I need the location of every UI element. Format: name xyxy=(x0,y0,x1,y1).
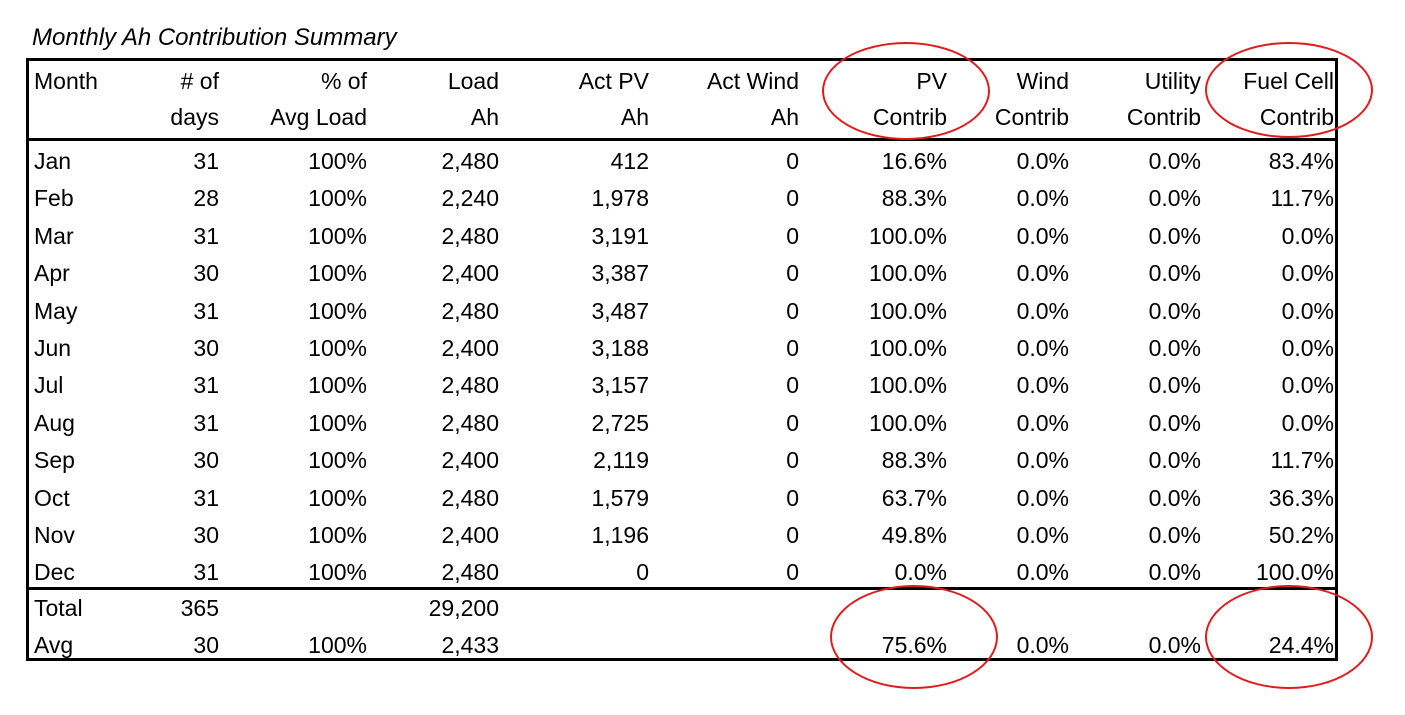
cell-act-pv-ah: 1,978 xyxy=(591,185,649,212)
cell-act-pv-ah: 1,196 xyxy=(591,522,649,548)
cell-act-pv-ah: 0 xyxy=(636,559,649,586)
table-row xyxy=(29,517,1335,554)
cell-act-pv-ah: 3,191 xyxy=(591,222,649,249)
header-load-ah: Load xyxy=(447,68,499,94)
table-header xyxy=(29,61,1335,141)
header-load-ah-line2: Ah xyxy=(470,104,499,130)
table-row xyxy=(29,405,1335,442)
cell-pct-avg-load: 100% xyxy=(308,372,367,399)
cell-load-ah: 29,200 xyxy=(428,595,499,621)
cell-days: 30 xyxy=(193,447,219,474)
table-row xyxy=(29,180,1335,217)
cell-utility-contrib: 0.0% xyxy=(1148,185,1201,212)
cell-pct-avg-load: 100% xyxy=(308,335,367,361)
cell-fuel-cell-contrib: 50.2% xyxy=(1268,522,1334,548)
cell-month: Apr xyxy=(34,260,70,287)
cell-pv-contrib: 100.0% xyxy=(868,372,947,399)
table-body xyxy=(29,141,1335,590)
summary-row xyxy=(29,627,1335,664)
cell-month: Feb xyxy=(34,185,74,212)
table-row xyxy=(29,442,1335,479)
cell-wind-contrib: 0.0% xyxy=(1016,260,1069,287)
table-footer xyxy=(29,590,1335,658)
cell-utility-contrib: 0.0% xyxy=(1148,335,1201,361)
header-wind-contrib: Wind xyxy=(1016,68,1069,94)
cell-pct-avg-load: 100% xyxy=(308,222,367,249)
cell-pv-contrib: 75.6% xyxy=(881,632,947,658)
cell-utility-contrib: 0.0% xyxy=(1148,222,1201,249)
cell-act-pv-ah: 3,387 xyxy=(591,260,649,287)
cell-pv-contrib: 16.6% xyxy=(881,148,947,174)
header-month: Month xyxy=(34,68,98,94)
cell-pv-contrib xyxy=(809,590,947,627)
cell-load-ah: 2,240 xyxy=(441,185,499,212)
cell-wind-contrib: 0.0% xyxy=(1016,297,1069,324)
cell-month: Total xyxy=(34,595,83,621)
cell-wind-contrib: 0.0% xyxy=(1016,447,1069,474)
cell-wind-contrib: 0.0% xyxy=(1016,148,1069,174)
cell-utility-contrib: 0.0% xyxy=(1148,559,1201,586)
header-utility-contrib-line2: Contrib xyxy=(1126,104,1201,130)
cell-pct-avg-load: 100% xyxy=(308,632,367,658)
cell-act-wind-ah: 0 xyxy=(786,222,799,249)
cell-wind-contrib: 0.0% xyxy=(1016,632,1069,658)
cell-wind-contrib: 0.0% xyxy=(1016,335,1069,361)
header-act-wind-ah: Act Wind xyxy=(706,68,799,94)
cell-pct-avg-load xyxy=(229,590,367,627)
cell-days: 30 xyxy=(193,335,219,361)
cell-days: 31 xyxy=(193,409,219,436)
cell-month: Jun xyxy=(34,335,72,361)
cell-pct-avg-load: 100% xyxy=(308,297,367,324)
cell-act-pv-ah: 3,188 xyxy=(591,335,649,361)
cell-act-pv-ah: 412 xyxy=(610,148,649,174)
cell-utility-contrib: 0.0% xyxy=(1148,297,1201,324)
cell-pv-contrib: 0.0% xyxy=(894,559,947,586)
header-month-line2 xyxy=(34,99,154,136)
cell-days: 31 xyxy=(193,484,219,511)
cell-act-wind-ah: 0 xyxy=(786,260,799,287)
cell-act-pv-ah: 2,725 xyxy=(591,409,649,436)
cell-days: 30 xyxy=(193,260,219,287)
cell-fuel-cell-contrib xyxy=(1209,590,1334,627)
header-row-1 xyxy=(29,63,1335,100)
cell-utility-contrib: 0.0% xyxy=(1148,409,1201,436)
cell-act-pv-ah: 3,157 xyxy=(591,372,649,399)
table-row xyxy=(29,293,1335,330)
header-days-line2: days xyxy=(170,104,219,130)
table-row xyxy=(29,367,1335,404)
cell-wind-contrib: 0.0% xyxy=(1016,559,1069,586)
cell-wind-contrib: 0.0% xyxy=(1016,372,1069,399)
cell-pv-contrib: 88.3% xyxy=(881,185,947,212)
cell-month: Dec xyxy=(34,559,75,586)
cell-fuel-cell-contrib: 0.0% xyxy=(1281,260,1334,287)
cell-pct-avg-load: 100% xyxy=(308,484,367,511)
cell-utility-contrib: 0.0% xyxy=(1148,522,1201,548)
cell-act-wind-ah: 0 xyxy=(786,335,799,361)
cell-act-wind-ah: 0 xyxy=(786,447,799,474)
header-pv-contrib: PV xyxy=(916,68,947,94)
cell-month: Aug xyxy=(34,409,75,436)
header-utility-contrib: Utility xyxy=(1144,68,1201,94)
cell-month: Mar xyxy=(34,222,74,249)
header-act-pv-ah: Act PV xyxy=(578,68,649,94)
cell-month: Sep xyxy=(34,447,75,474)
table-row xyxy=(29,330,1335,367)
header-pct-avg-load: % of xyxy=(320,68,367,94)
cell-act-wind-ah xyxy=(659,627,799,664)
cell-days: 31 xyxy=(193,297,219,324)
cell-pv-contrib: 88.3% xyxy=(881,447,947,474)
header-pct-avg-load-line2: Avg Load xyxy=(270,104,367,130)
cell-days: 30 xyxy=(193,632,219,658)
cell-month: May xyxy=(34,297,78,324)
cell-days: 31 xyxy=(193,148,219,174)
header-fuel-cell-contrib: Fuel Cell xyxy=(1243,68,1334,94)
cell-fuel-cell-contrib: 0.0% xyxy=(1281,297,1334,324)
table-row xyxy=(29,218,1335,255)
cell-load-ah: 2,400 xyxy=(441,522,499,548)
cell-month: Jan xyxy=(34,148,72,174)
cell-fuel-cell-contrib: 0.0% xyxy=(1281,409,1334,436)
cell-pct-avg-load: 100% xyxy=(308,148,367,174)
cell-month: Oct xyxy=(34,484,70,511)
cell-days: 365 xyxy=(180,595,219,621)
header-days: # of xyxy=(180,68,219,94)
cell-utility-contrib xyxy=(1089,590,1201,627)
cell-load-ah: 2,400 xyxy=(441,335,499,361)
cell-fuel-cell-contrib: 0.0% xyxy=(1281,335,1334,361)
cell-utility-contrib: 0.0% xyxy=(1148,148,1201,174)
header-act-wind-ah-line2: Ah xyxy=(770,104,799,130)
cell-pv-contrib: 49.8% xyxy=(881,522,947,548)
cell-act-wind-ah xyxy=(659,590,799,627)
cell-pct-avg-load: 100% xyxy=(308,185,367,212)
cell-act-wind-ah: 0 xyxy=(786,559,799,586)
cell-month: Nov xyxy=(34,522,75,548)
header-act-pv-ah-line2: Ah xyxy=(620,104,649,130)
cell-act-wind-ah: 0 xyxy=(786,185,799,212)
cell-month: Jul xyxy=(34,372,64,399)
cell-pv-contrib: 100.0% xyxy=(868,409,947,436)
cell-pv-contrib: 100.0% xyxy=(868,335,947,361)
cell-load-ah: 2,480 xyxy=(441,222,499,249)
cell-pv-contrib: 100.0% xyxy=(868,297,947,324)
cell-pct-avg-load: 100% xyxy=(308,559,367,586)
cell-pv-contrib: 63.7% xyxy=(881,484,947,511)
cell-act-wind-ah: 0 xyxy=(786,409,799,436)
cell-act-wind-ah: 0 xyxy=(786,522,799,548)
cell-load-ah: 2,480 xyxy=(441,297,499,324)
cell-act-wind-ah: 0 xyxy=(786,372,799,399)
cell-month: Avg xyxy=(34,632,74,658)
cell-wind-contrib: 0.0% xyxy=(1016,185,1069,212)
cell-fuel-cell-contrib: 11.7% xyxy=(1270,185,1334,212)
cell-fuel-cell-contrib: 36.3% xyxy=(1268,484,1334,511)
cell-wind-contrib: 0.0% xyxy=(1016,522,1069,548)
contribution-table xyxy=(26,58,1338,661)
cell-load-ah: 2,480 xyxy=(441,409,499,436)
table-title: Monthly Ah Contribution Summary xyxy=(32,24,397,51)
cell-fuel-cell-contrib: 100.0% xyxy=(1255,559,1334,586)
cell-days: 28 xyxy=(193,185,219,212)
cell-fuel-cell-contrib: 11.7% xyxy=(1270,447,1334,474)
cell-act-pv-ah xyxy=(509,627,649,664)
cell-pv-contrib: 100.0% xyxy=(868,222,947,249)
table-row xyxy=(29,480,1335,517)
cell-days: 31 xyxy=(193,372,219,399)
cell-utility-contrib: 0.0% xyxy=(1148,372,1201,399)
table-row xyxy=(29,554,1335,591)
summary-row xyxy=(29,590,1335,627)
cell-pct-avg-load: 100% xyxy=(308,522,367,548)
header-wind-contrib-line2: Contrib xyxy=(994,104,1069,130)
cell-days: 30 xyxy=(193,522,219,548)
header-pv-contrib-line2: Contrib xyxy=(872,104,947,130)
cell-utility-contrib: 0.0% xyxy=(1148,260,1201,287)
cell-act-pv-ah: 2,119 xyxy=(593,447,649,474)
cell-load-ah: 2,480 xyxy=(441,148,499,174)
cell-load-ah: 2,480 xyxy=(441,559,499,586)
cell-utility-contrib: 0.0% xyxy=(1148,632,1201,658)
cell-act-wind-ah: 0 xyxy=(786,297,799,324)
cell-act-pv-ah xyxy=(509,590,649,627)
cell-utility-contrib: 0.0% xyxy=(1148,447,1201,474)
cell-wind-contrib: 0.0% xyxy=(1016,222,1069,249)
cell-act-pv-ah: 1,579 xyxy=(591,484,649,511)
cell-fuel-cell-contrib: 24.4% xyxy=(1268,632,1334,658)
cell-wind-contrib xyxy=(959,590,1069,627)
cell-act-wind-ah: 0 xyxy=(786,484,799,511)
cell-load-ah: 2,433 xyxy=(441,632,499,658)
cell-act-wind-ah: 0 xyxy=(786,148,799,174)
cell-utility-contrib: 0.0% xyxy=(1148,484,1201,511)
cell-pct-avg-load: 100% xyxy=(308,409,367,436)
header-fuel-cell-contrib-line2: Contrib xyxy=(1259,104,1334,130)
cell-wind-contrib: 0.0% xyxy=(1016,484,1069,511)
cell-load-ah: 2,480 xyxy=(441,484,499,511)
cell-act-pv-ah: 3,487 xyxy=(591,297,649,324)
cell-pct-avg-load: 100% xyxy=(308,260,367,287)
cell-fuel-cell-contrib: 0.0% xyxy=(1281,372,1334,399)
cell-wind-contrib: 0.0% xyxy=(1016,409,1069,436)
cell-pct-avg-load: 100% xyxy=(308,447,367,474)
cell-load-ah: 2,400 xyxy=(441,260,499,287)
cell-fuel-cell-contrib: 0.0% xyxy=(1281,222,1334,249)
cell-load-ah: 2,400 xyxy=(441,447,499,474)
cell-fuel-cell-contrib: 83.4% xyxy=(1268,148,1334,174)
table-row xyxy=(29,255,1335,292)
cell-pv-contrib: 100.0% xyxy=(868,260,947,287)
cell-days: 31 xyxy=(193,559,219,586)
table-row xyxy=(29,143,1335,180)
header-row-2 xyxy=(29,99,1335,136)
cell-load-ah: 2,480 xyxy=(441,372,499,399)
cell-days: 31 xyxy=(193,222,219,249)
